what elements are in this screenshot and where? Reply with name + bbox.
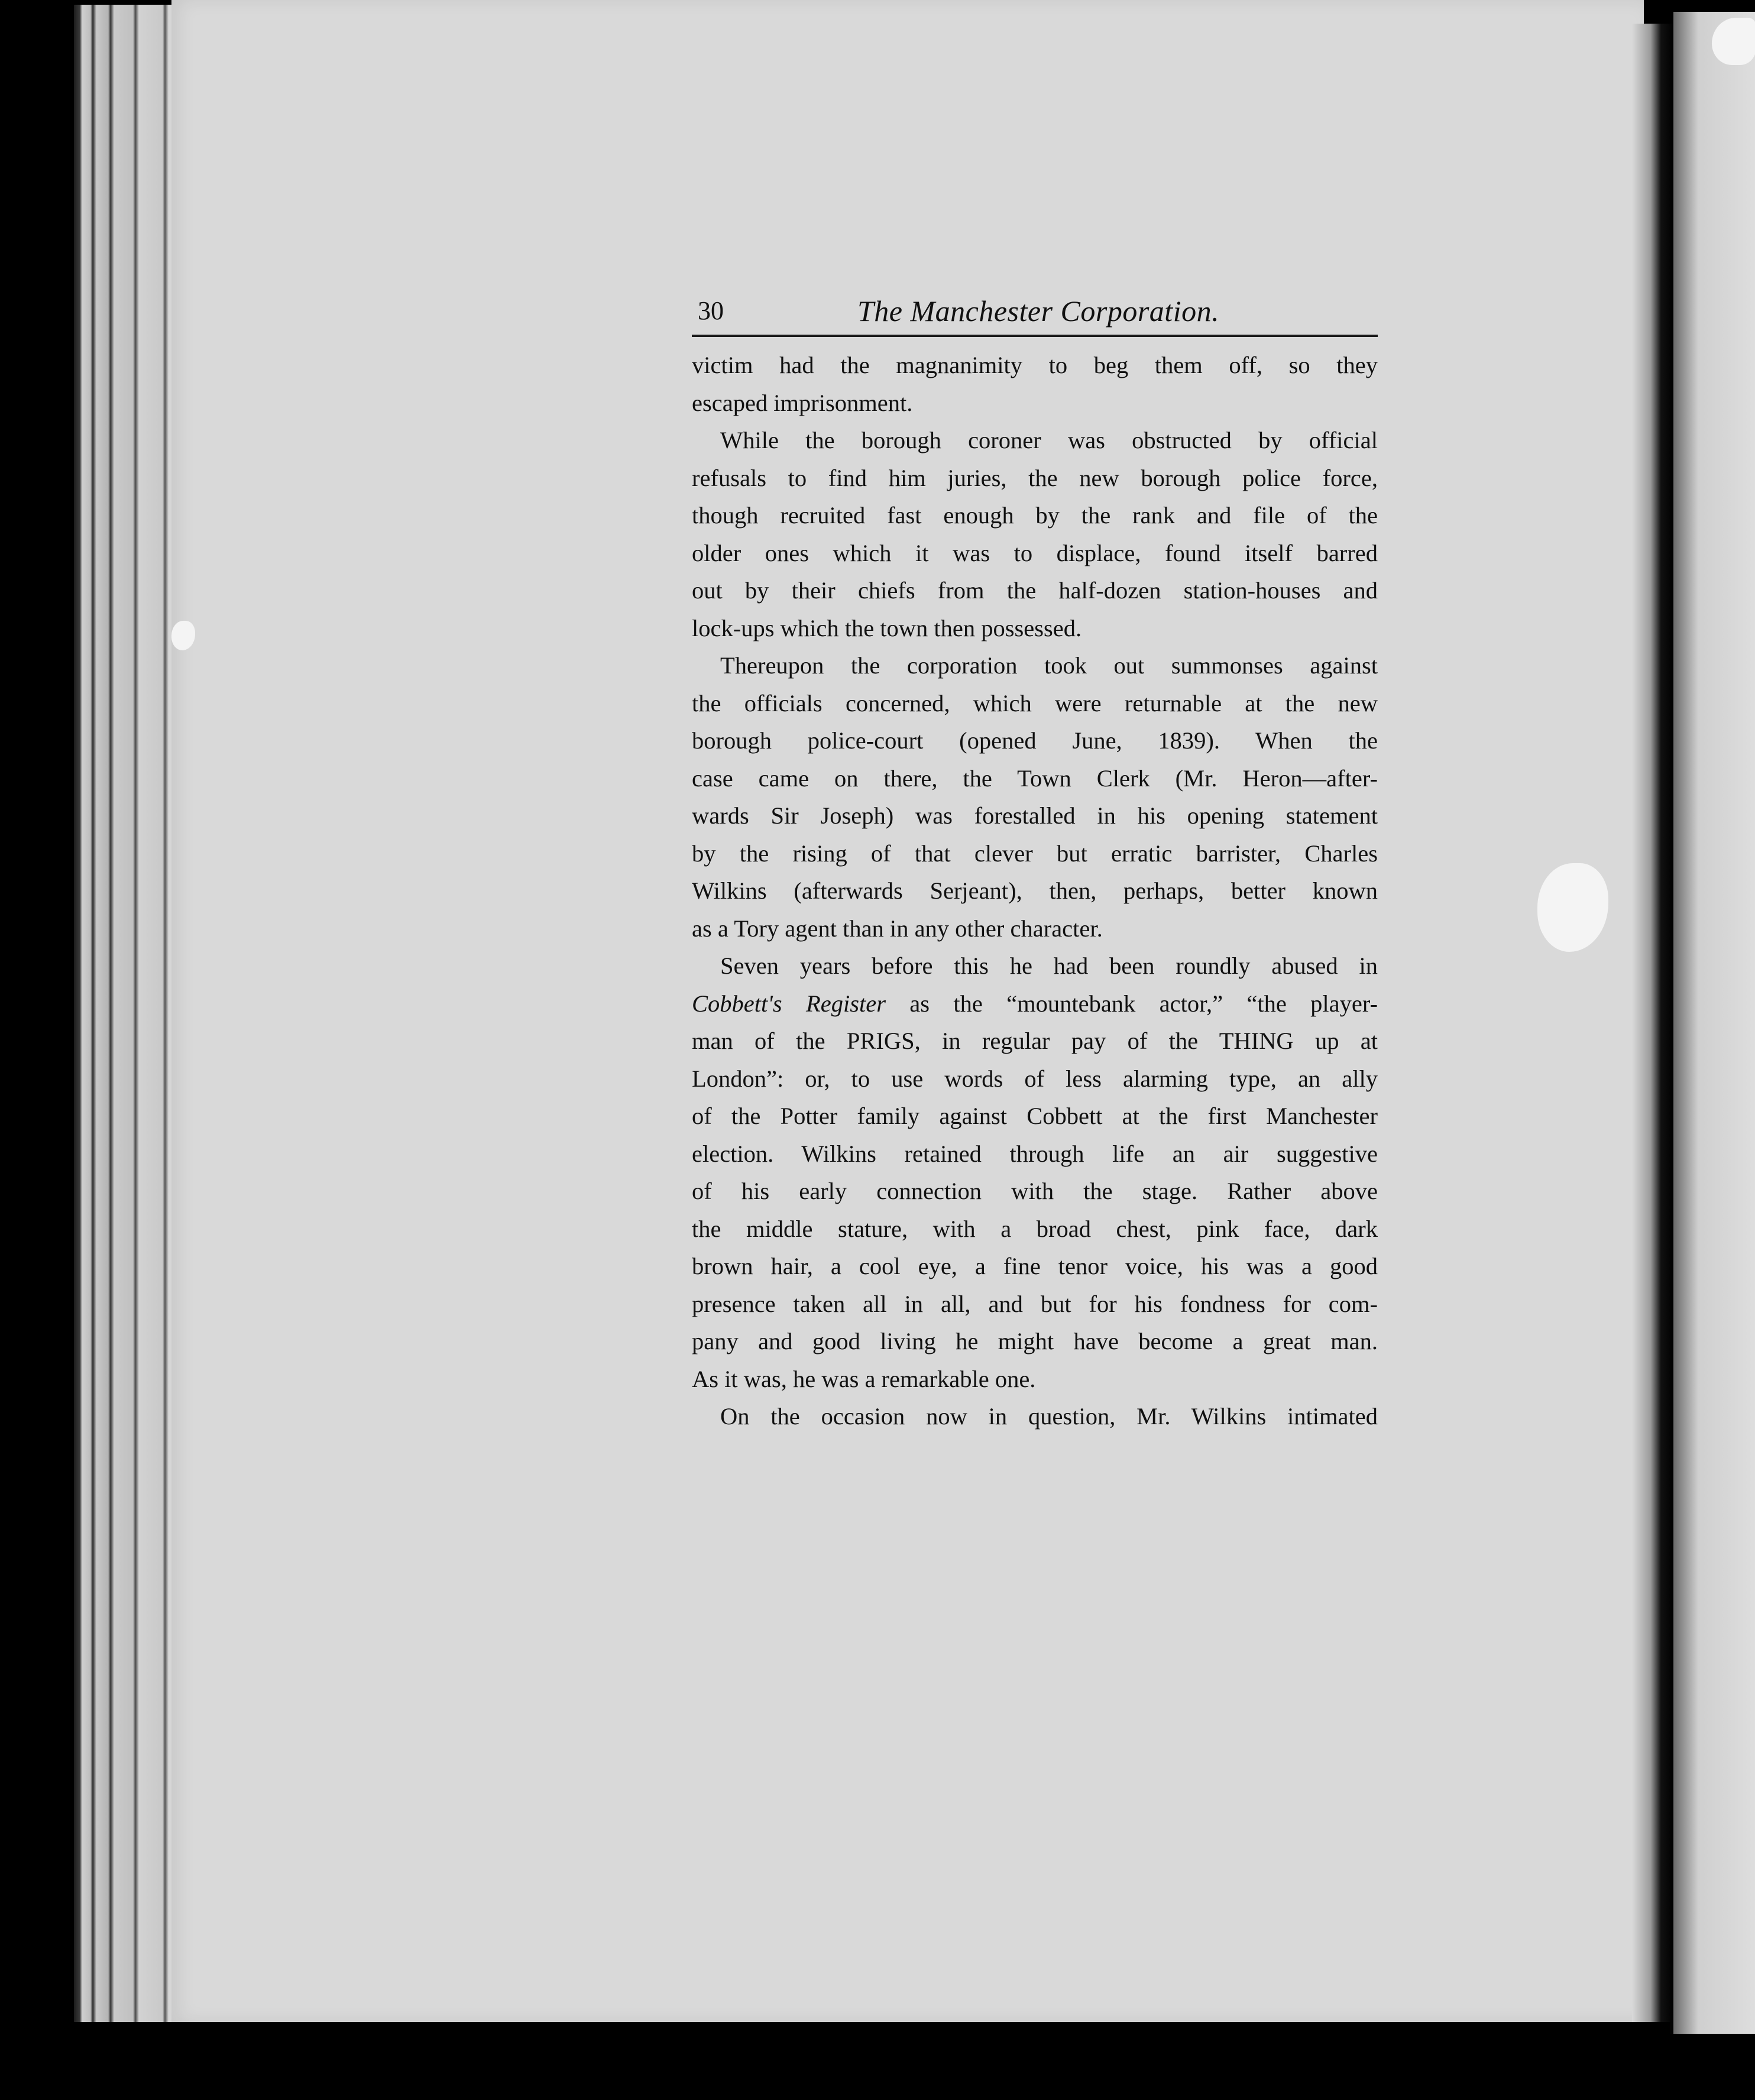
text-line: as a Tory agent than in any other character. xyxy=(692,915,1103,942)
text-line: victim had the magnanimity to beg them off, so they xyxy=(692,352,1378,378)
text-line: escaped imprisonment. xyxy=(692,389,913,416)
text-line: by the rising of that clever but erratic barrister, Charles xyxy=(692,840,1378,867)
text-line: Wilkins (afterwards Serjeant), then, perhaps, better known xyxy=(692,877,1378,904)
text-line: refusals to find him juries, the new borough police force, xyxy=(692,464,1378,491)
text-line: of the Potter family against Cobbett at the first Manchester xyxy=(692,1103,1378,1129)
text-line: Thereupon the corporation took out summonses against xyxy=(720,652,1378,679)
paragraph xyxy=(692,346,1378,422)
paragraph xyxy=(692,422,1378,647)
text-line xyxy=(692,985,1378,1023)
text-line: man of the PRIGS, in regular pay of the THING up at xyxy=(692,1028,1378,1054)
paragraph xyxy=(692,1398,1378,1435)
text-line: borough police-court (opened June, 1839). When the xyxy=(692,727,1378,754)
text-line: On the occasion now in question, Mr. Wilkins intimated xyxy=(720,1403,1378,1430)
text-line: wards Sir Joseph) was forestalled in his opening statement xyxy=(692,802,1378,829)
text-line: Seven years before this he had been roundly abused in xyxy=(720,952,1378,979)
text-line: the officials concerned, which were returnable at the new xyxy=(692,689,1378,717)
text-block xyxy=(692,287,1378,1435)
scan-border xyxy=(74,2022,1670,2100)
text-line: presence taken all in all, and but for his fondness for com- xyxy=(692,1290,1378,1317)
text-fragment: as the “mountebank actor,” “the player- xyxy=(909,990,1378,1017)
paragraph xyxy=(692,947,1378,1398)
facing-page xyxy=(1673,12,1755,2034)
text-line: of his early connection with the stage. Rather above xyxy=(692,1178,1378,1204)
text-line: pany and good living he might have become a great man. xyxy=(692,1328,1378,1354)
text-line: the middle stature, with a broad chest, pink face, dark xyxy=(692,1215,1378,1242)
text-line: As it was, he was a remarkable one. xyxy=(692,1365,1036,1392)
text-line: case came on there, the Town Clerk (Mr. Heron—after- xyxy=(692,764,1378,792)
running-title: The Manchester Corporation. xyxy=(857,294,1220,328)
page-number: 30 xyxy=(698,296,724,325)
paper-damage xyxy=(1712,18,1755,65)
gutter-shadow xyxy=(1632,24,1673,2034)
paragraph xyxy=(692,647,1378,947)
text-line: While the borough coroner was obstructed by official xyxy=(720,427,1378,453)
text-line: brown hair, a cool eye, a fine tenor voice, his was a good xyxy=(692,1253,1378,1279)
text-line: lock-ups which the town then possessed. xyxy=(692,614,1082,641)
italic-title: Cobbett's Register xyxy=(692,990,886,1017)
text-line: out by their chiefs from the half-dozen station-houses and xyxy=(692,577,1378,604)
text-line: London”: or, to use words of less alarming type, an ally xyxy=(692,1065,1378,1092)
text-line: election. Wilkins retained through life an air suggestive xyxy=(692,1140,1378,1167)
running-head xyxy=(692,287,1378,337)
text-line: though recruited fast enough by the rank and file of the xyxy=(692,502,1378,529)
page-edges xyxy=(74,5,183,2027)
text-line: older ones which it was to displace, found itself barred xyxy=(692,539,1378,566)
